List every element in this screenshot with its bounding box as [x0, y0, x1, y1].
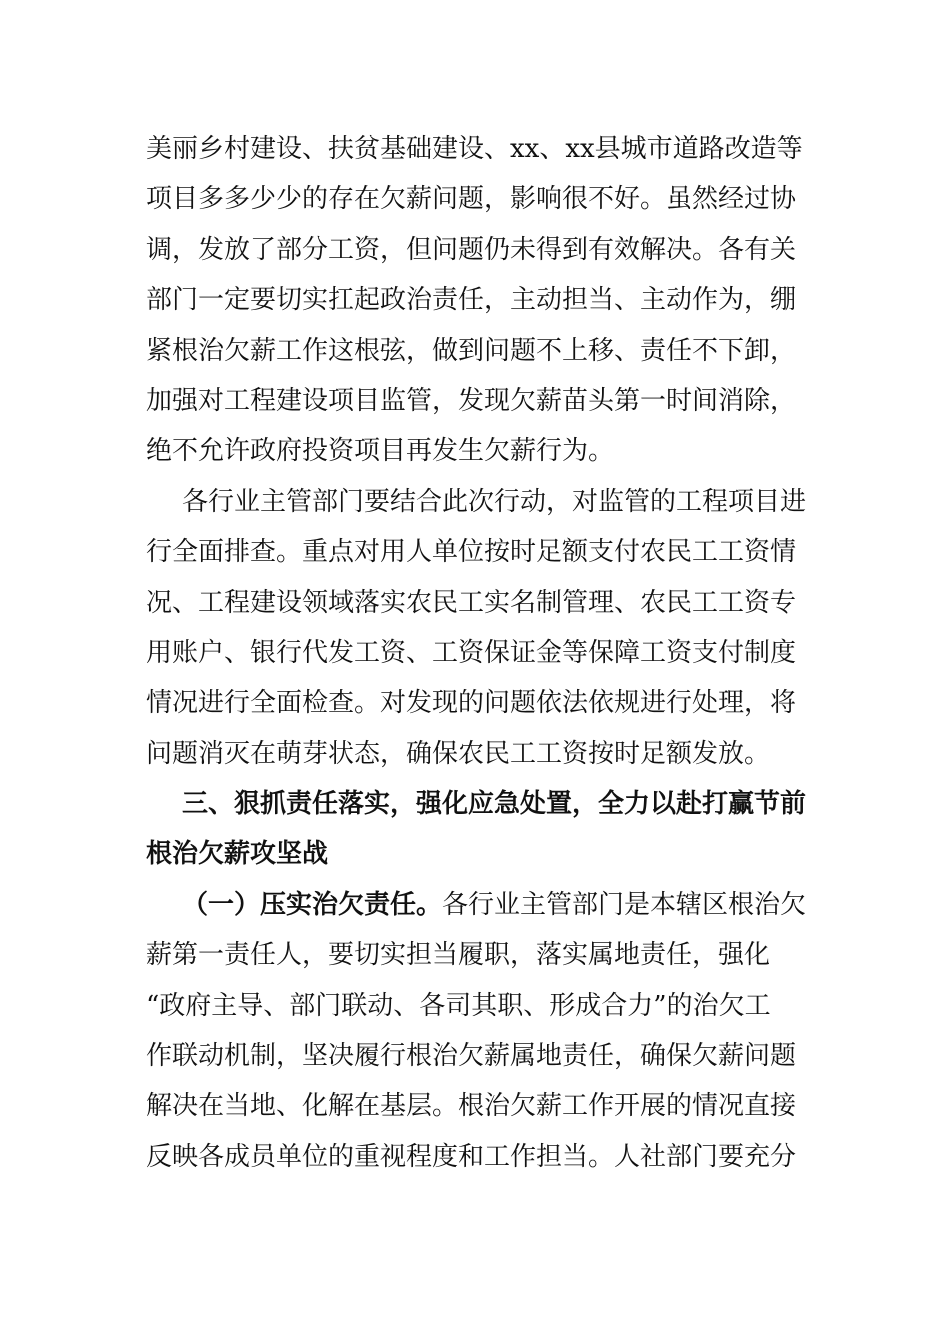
paragraph-line: 作联动机制，坚决履行根治欠薪属地责任，确保欠薪问题	[146, 1041, 797, 1072]
heading-line: 三、狠抓责任落实，强化应急处置，全力以赴打赢节前	[182, 789, 807, 820]
paragraph-line: 紧根治欠薪工作这根弦，做到问题不上移、责任不下卸，	[146, 335, 797, 366]
paragraph-line: “政府主导、部门联动、各司其职、形成合力”的治欠工	[146, 990, 771, 1021]
paragraph-line: 项目多多少少的存在欠薪问题，影响很不好。虽然经过协	[146, 184, 797, 215]
paragraph-line: 部门一定要切实扛起政治责任，主动担当、主动作为，绷	[146, 285, 797, 316]
paragraph-line-text: 各行业主管部门是本辖区根治欠	[442, 889, 807, 920]
heading-line: 根治欠薪攻坚战	[146, 839, 329, 870]
paragraph-line: 反映各成员单位的重视程度和工作担当。人社部门要充分	[146, 1141, 797, 1172]
paragraph-line: 解决在当地、化解在基层。根治欠薪工作开展的情况直接	[146, 1091, 797, 1122]
paragraph-line: 问题消灭在萌芽状态，确保农民工工资按时足额发放。	[146, 738, 771, 769]
subheading: （一）压实治欠责任。	[182, 889, 443, 920]
paragraph-2	[146, 477, 806, 779]
paragraph-line: 情况进行全面检查。对发现的问题依法依规进行处理，将	[146, 688, 797, 719]
paragraph-line: 各行业主管部门要结合此次行动，对监管的工程项目进	[182, 486, 807, 517]
paragraph-line: 绝不允许政府投资项目再发生欠薪行为。	[146, 436, 615, 467]
document-body	[146, 124, 806, 1182]
paragraph-line: 用账户、银行代发工资、工资保证金等保障工资支付制度	[146, 637, 797, 668]
paragraph-line: 薪第一责任人，要切实担当履职，落实属地责任，强化	[146, 940, 771, 971]
paragraph-line: 况、工程建设领域落实农民工实名制管理、农民工工资专	[146, 587, 797, 618]
paragraph-line: 美丽乡村建设、扶贫基础建设、xx、xx县城市道路改造等	[146, 134, 803, 164]
section-heading-3	[146, 779, 806, 880]
paragraph-line	[146, 880, 806, 930]
paragraph-line: 调，发放了部分工资，但问题仍未得到有效解决。各有关	[146, 234, 797, 265]
paragraph-3	[146, 880, 806, 1182]
paragraph-1	[146, 124, 806, 477]
paragraph-line: 加强对工程建设项目监管，发现欠薪苗头第一时间消除，	[146, 385, 797, 416]
paragraph-line: 行全面排查。重点对用人单位按时足额支付农民工工资情	[146, 537, 797, 568]
